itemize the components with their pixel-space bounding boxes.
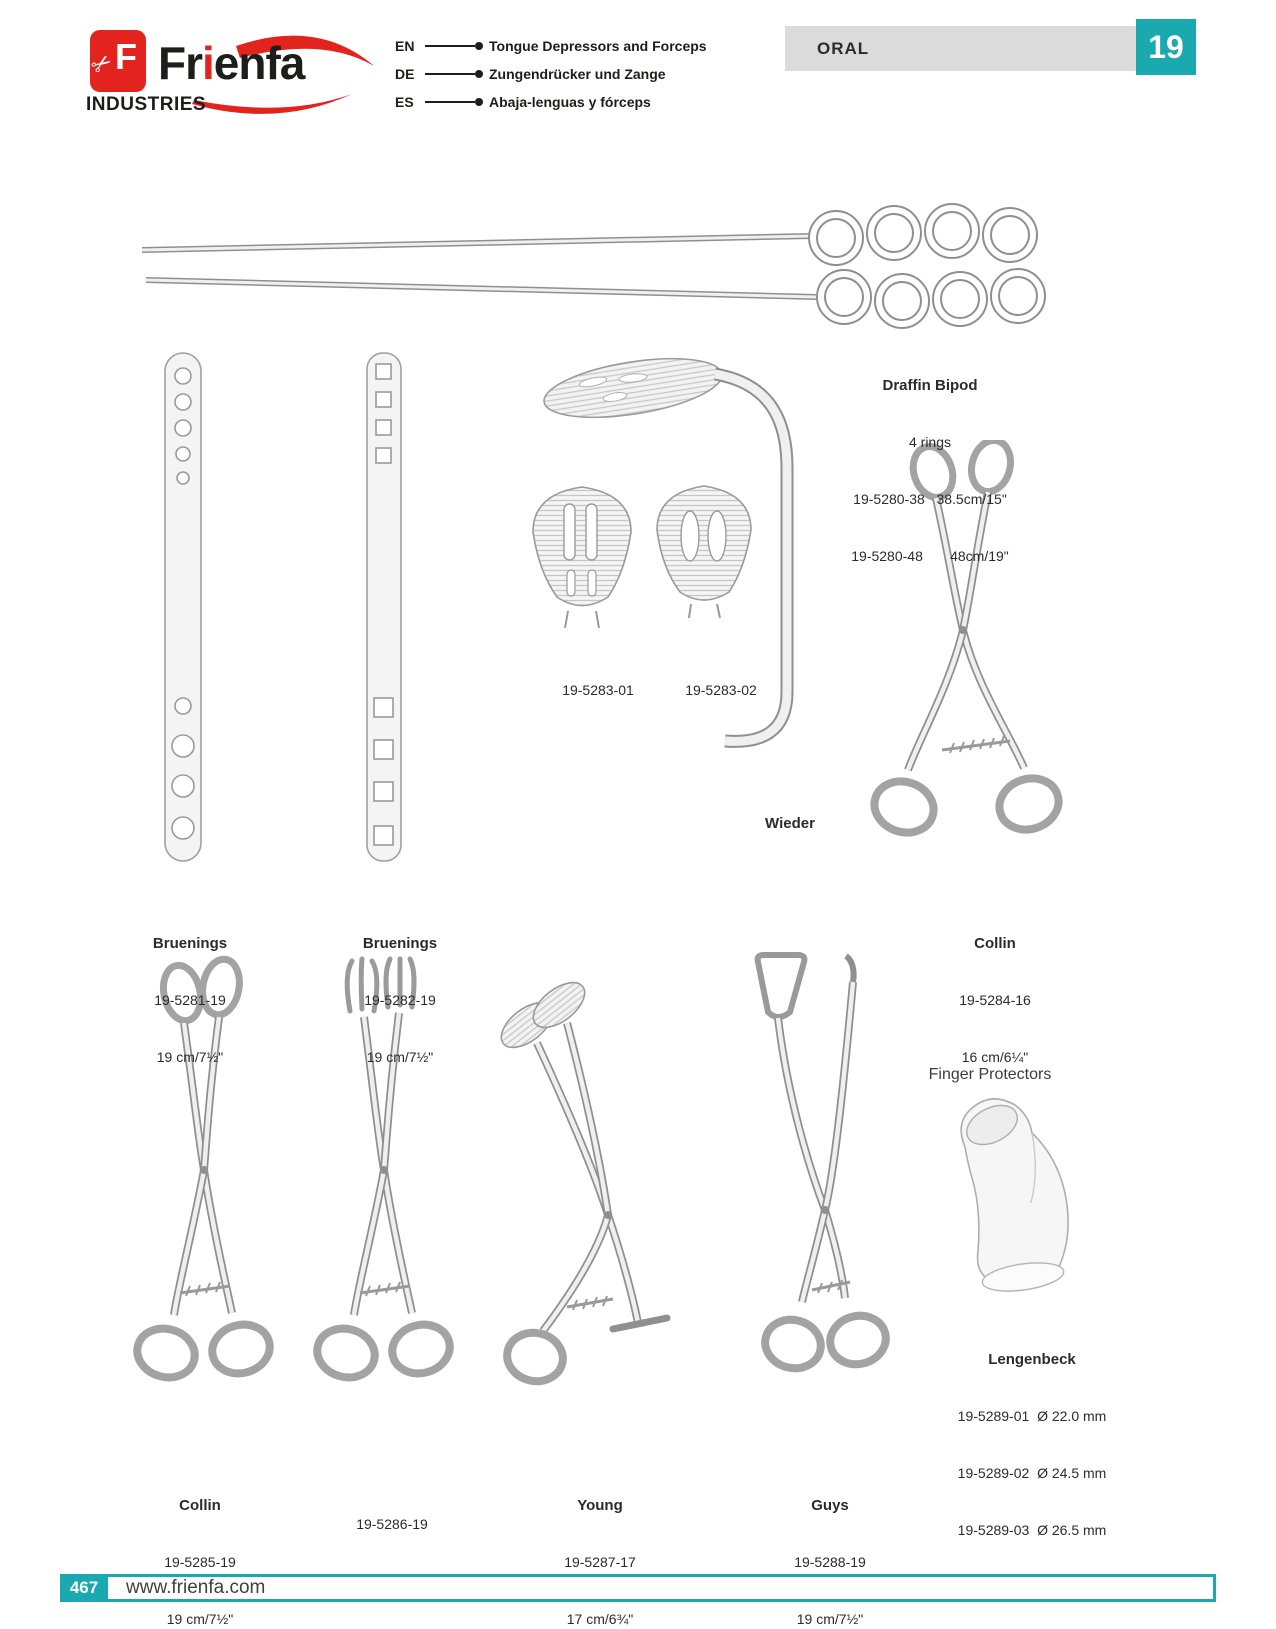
product-code: 19-5281-19 — [154, 992, 226, 1008]
brand-name-accent: i — [202, 37, 214, 89]
translation-row-en — [395, 36, 707, 56]
translation-row-de — [395, 64, 707, 84]
product-name: Collin — [974, 935, 1016, 952]
product-code: 19-5287-17 — [564, 1554, 636, 1570]
category-label: ORAL — [817, 39, 870, 58]
tip-1-label — [562, 643, 634, 738]
product-name: Young — [577, 1497, 623, 1514]
product-code: 19-5288-19 — [794, 1554, 866, 1570]
bruenings-depressor-round-illustration — [145, 350, 225, 865]
brand-logo — [86, 30, 146, 92]
footer-bar — [60, 1574, 1216, 1602]
bullet-line-icon — [425, 45, 475, 47]
bullet-line-icon — [425, 73, 475, 75]
lang-label-en: EN — [395, 38, 415, 54]
brand-name — [158, 36, 304, 90]
product-code-row: 19-5289-03 Ø 26.5 mm — [957, 1522, 1107, 1538]
product-code: 19-5283-02 — [685, 682, 757, 698]
draffin-bipod-illustration — [140, 200, 1050, 335]
lang-label-es: ES — [395, 94, 414, 110]
category-bar — [785, 26, 1196, 71]
product-name: Bruenings — [152, 935, 228, 952]
title-translations — [395, 36, 707, 120]
guys-forceps-illustration — [740, 950, 920, 1410]
page-number: 467 — [69, 1578, 99, 1597]
footer-strip — [108, 1577, 1213, 1599]
product-size: 19 cm/7½" — [796, 1611, 864, 1627]
brand-name-pre: Fr — [158, 37, 202, 89]
product-name: Bruenings — [362, 935, 438, 952]
item-5286-label — [356, 1477, 428, 1629]
product-size: 17 cm/6¾" — [566, 1611, 634, 1627]
product-size: 16 cm/6¼" — [961, 1049, 1029, 1065]
wieder-label — [765, 776, 815, 871]
draffin-bipod-label — [851, 338, 1009, 604]
product-code: 19-5282-19 — [364, 992, 436, 1008]
translation-row-es — [395, 92, 707, 112]
logo-f-glyph: F — [115, 36, 137, 77]
product-code: 19-5286-19 — [356, 1516, 428, 1532]
product-code-row: 19-5289-02 Ø 24.5 mm — [957, 1465, 1107, 1481]
product-size: 19 cm/7½" — [156, 1049, 224, 1065]
chapter-number-box — [1136, 19, 1196, 75]
bullet-line-icon — [425, 101, 475, 103]
brand-subtitle: INDUSTRIES — [86, 94, 207, 115]
bruenings-2-label — [363, 896, 437, 1105]
product-code: 19-5285-19 — [164, 1554, 236, 1570]
product-subtitle: 4 rings — [908, 434, 952, 450]
product-code-row: 19-5289-01 Ø 22.0 mm — [957, 1408, 1107, 1424]
product-code: 19-5284-16 — [959, 992, 1031, 1008]
product-name: Collin — [179, 1497, 221, 1514]
product-size: 19 cm/7½" — [366, 1049, 434, 1065]
collin-19-label — [164, 1458, 236, 1629]
scissors-icon: ✂ — [86, 47, 119, 82]
lengenbeck-label — [958, 1312, 1107, 1578]
product-code-row: 19-5280-38 38.5cm/15" — [853, 491, 1007, 507]
product-name: Lengenbeck — [988, 1351, 1076, 1368]
chapter-number: 19 — [1148, 29, 1184, 65]
bruenings-1-label — [153, 896, 227, 1105]
product-code: 19-5283-01 — [562, 682, 634, 698]
title-es: Abaja-lenguas y fórceps — [489, 94, 651, 110]
product-name: Draffin Bipod — [882, 377, 978, 394]
young-label — [564, 1458, 636, 1629]
product-name: Wieder — [765, 815, 815, 832]
product-name: Guys — [811, 1497, 849, 1514]
finger-protectors-title: Finger Protectors — [928, 1066, 1052, 1083]
brand-name-post: enfa — [213, 37, 305, 89]
lang-label-de: DE — [395, 66, 415, 82]
finger-protector-illustration — [935, 1085, 1100, 1305]
product-code-row: 19-5280-48 48cm/19" — [851, 548, 1009, 564]
title-en: Tongue Depressors and Forceps — [489, 38, 707, 54]
young-forceps-illustration — [475, 975, 705, 1405]
tip-2-label — [685, 643, 757, 738]
product-size: 19 cm/7½" — [166, 1611, 234, 1627]
bruenings-depressor-square-illustration — [345, 350, 425, 865]
title-de: Zungendrücker und Zange — [489, 66, 666, 82]
guys-label — [794, 1458, 866, 1629]
website-url: www.frienfa.com — [126, 1577, 266, 1598]
